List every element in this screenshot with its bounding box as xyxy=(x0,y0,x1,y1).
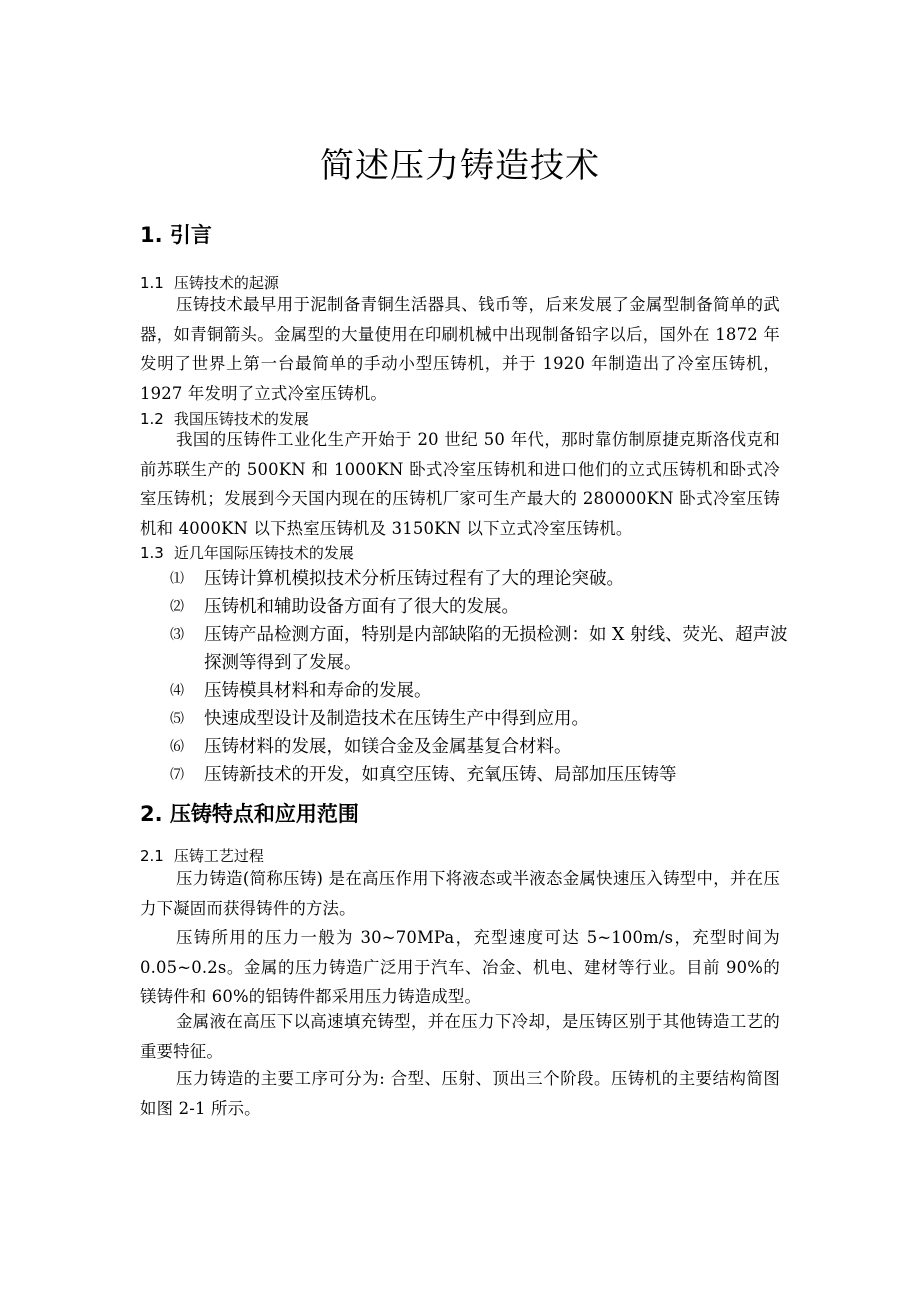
paragraph-2-1-b: 压铸所用的压力一般为 30~70MPa，充型速度可达 5~100m/s，充型时间为 0.05~0.2s。金属的压力铸造广泛用于汽车、冶金、机电、建材等行业。目前 90%的镁铸件和 60%的铝铸件都采用压力铸造成型。 xyxy=(140,928,780,1006)
list-item-text: 压铸模具材料和寿命的发展。 xyxy=(204,681,432,701)
subsection-title: 压铸技术的起源 xyxy=(173,274,279,292)
section-1-heading: 1. 引言 xyxy=(140,223,212,247)
section-2-heading: 2. 压铸特点和应用范围 xyxy=(140,802,359,826)
list-marker: ⑺ xyxy=(170,767,184,783)
subsection-number: 1.3 xyxy=(140,544,164,562)
paragraph-2-1-c: 金属液在高压下以高速填充铸型，并在压力下冷却，是压铸区别于其他铸造工艺的重要特征。 xyxy=(140,1012,780,1061)
paragraph-1-2: 我国的压铸件工业化生产开始于 20 世纪 50 年代，那时靠仿制原捷克斯洛伐克和前苏联生产的 500KN 和 1000KN 卧式冷室压铸机和进口他们的立式压铸机和卧式冷室压铸机；发展到今天国内现在的压铸机厂家可生产最大的 280000KN 卧式冷室压铸机和 4000KN 以下热室压铸机及 3150KN 以下立式冷室压铸机。 xyxy=(140,430,780,538)
list-item-text: 压铸产品检测方面，特别是内部缺陷的无损检测：如 X 射线、荧光、超声波探测等得到了发展。 xyxy=(204,625,788,673)
list-marker: ⑷ xyxy=(170,683,184,699)
list-item xyxy=(170,733,790,761)
subsection-title: 我国压铸技术的发展 xyxy=(173,410,309,428)
subsection-number: 2.1 xyxy=(140,847,164,865)
list-item-text: 快速成型设计及制造技术在压铸生产中得到应用。 xyxy=(204,709,589,729)
paragraph-1-1: 压铸技术最早用于泥制备青铜生活器具、钱币等，后来发展了金属型制备简单的武器，如青铜箭头。金属型的大量使用在印刷机械中出现制备铅字以后，国外在 1872 年发明了世界上第一台最简单的手动小型压铸机，并于 1920 年制造出了冷室压铸机，1927 年发明了立式冷室压铸机。 xyxy=(140,295,780,403)
subsection-number: 1.2 xyxy=(140,410,164,428)
paragraph-2-1-a: 压力铸造(简称压铸) 是在高压作用下将液态或半液态金属快速压入铸型中，并在压力下凝固而获得铸件的方法。 xyxy=(140,869,780,918)
list-item-text: 压铸新技术的开发，如真空压铸、充氧压铸、局部加压压铸等 xyxy=(204,765,677,785)
list-item-text: 压铸计算机模拟技术分析压铸过程有了大的理论突破。 xyxy=(204,569,624,589)
list-item xyxy=(170,593,790,621)
list-item xyxy=(170,565,790,593)
list-item xyxy=(170,705,790,733)
subsection-title: 压铸工艺过程 xyxy=(173,847,264,865)
list-marker: ⑸ xyxy=(170,711,184,727)
list-marker: ⑶ xyxy=(170,627,184,643)
list-marker: ⑵ xyxy=(170,599,184,615)
list-item-text: 压铸材料的发展，如镁合金及金属基复合材料。 xyxy=(204,737,572,757)
development-list xyxy=(170,565,790,789)
list-item xyxy=(170,761,790,789)
subsection-1-3-heading xyxy=(140,542,354,563)
subsection-2-1-heading xyxy=(140,845,264,866)
list-marker: ⑴ xyxy=(170,571,184,587)
list-item xyxy=(170,677,790,705)
paragraph-2-1-d: 压力铸造的主要工序可分为: 合型、压射、顶出三个阶段。压铸机的主要结构简图如图 2-1 所示。 xyxy=(140,1069,780,1118)
subsection-number: 1.1 xyxy=(140,274,164,292)
document-title: 简述压力铸造技术 xyxy=(320,146,600,186)
list-marker: ⑹ xyxy=(170,739,184,755)
list-item xyxy=(170,621,790,677)
subsection-title: 近几年国际压铸技术的发展 xyxy=(173,544,354,562)
list-item-text: 压铸机和辅助设备方面有了很大的发展。 xyxy=(204,597,519,617)
